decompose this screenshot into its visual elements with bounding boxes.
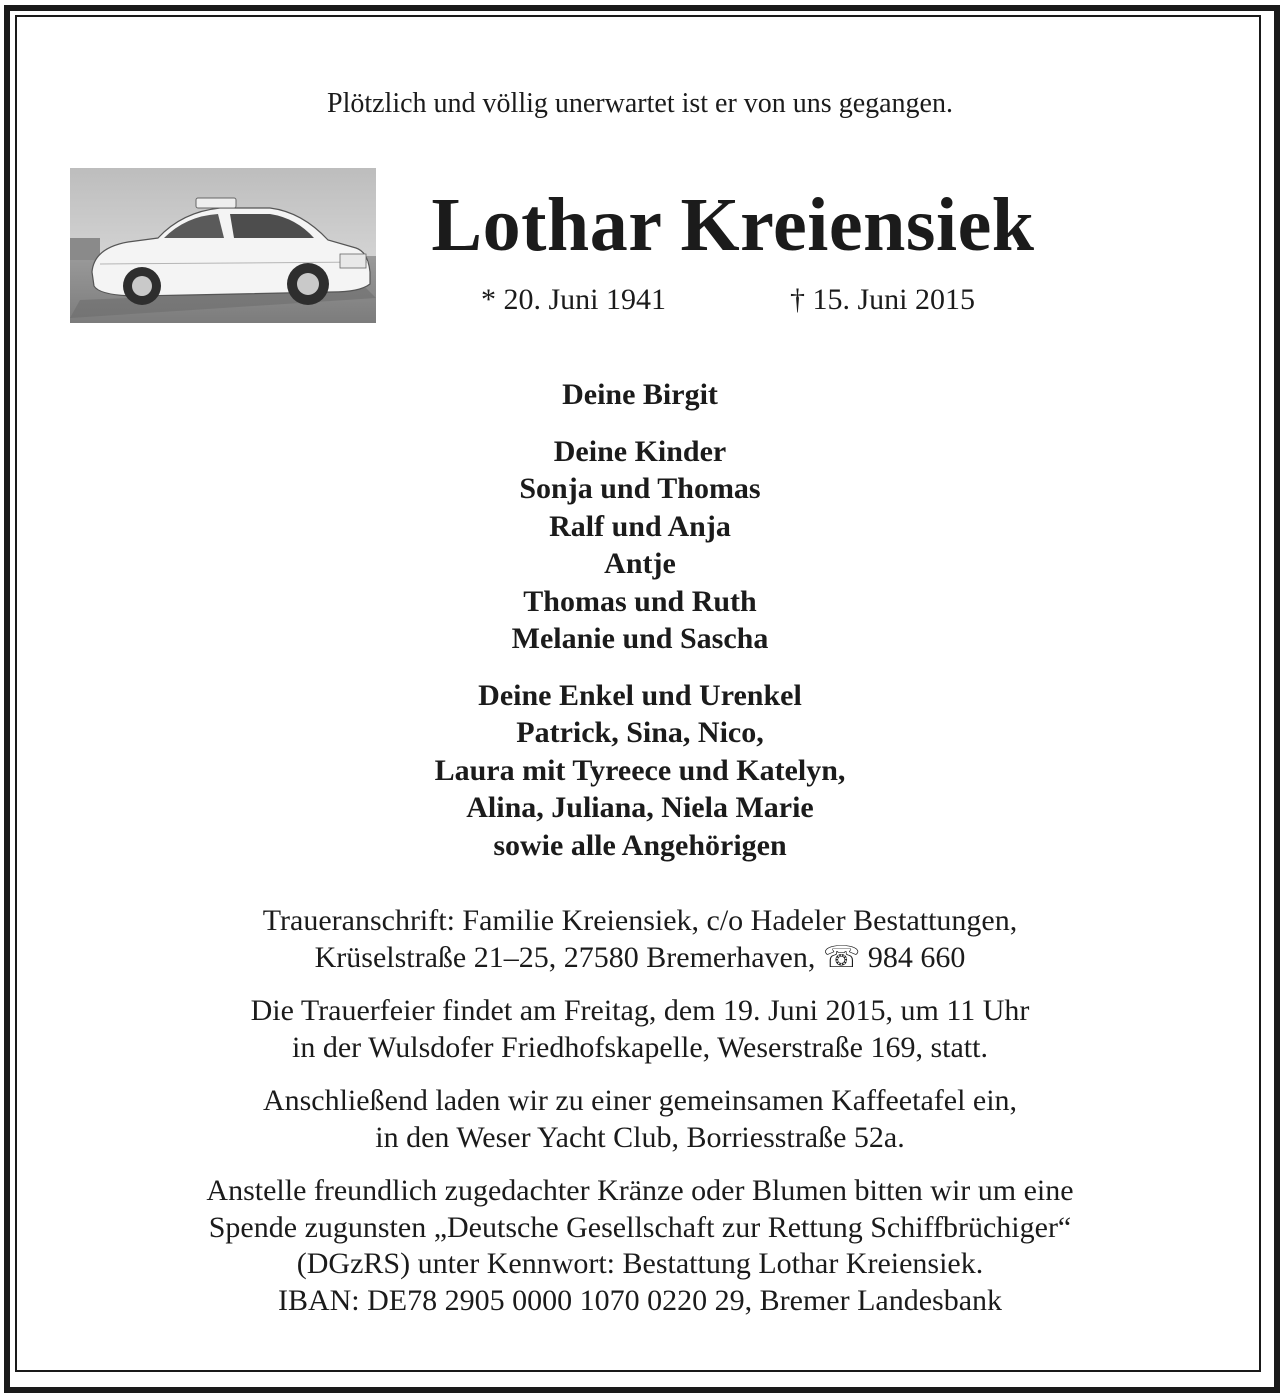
donation-line: Spende zugunsten „Deutsche Gesellschaft zur Rettung Schiffbrüchiger“	[208, 1210, 1072, 1244]
donation-info	[0, 1173, 1280, 1319]
grandchildren-line: Alina, Juliana, Niela Marie	[466, 791, 814, 824]
children-group	[0, 433, 1280, 658]
spouse-group	[0, 376, 1280, 414]
grandchildren-line: Patrick, Sina, Nico,	[516, 716, 764, 749]
children-line: Deine Kinder	[553, 434, 727, 468]
spouse-line: Deine Birgit	[562, 378, 718, 411]
grandchildren-line: Laura mit Tyreece und Katelyn,	[434, 753, 846, 787]
donation-line: IBAN: DE78 2905 0000 1070 0220 29, Bremer Landesbank	[277, 1283, 1003, 1317]
deceased-name: Lothar Kreiensiek	[431, 183, 1035, 267]
death-date: † 15. Juni 2015	[790, 283, 976, 316]
grandchildren-line: sowie alle Angehörigen	[493, 828, 787, 862]
intro-text: Plötzlich und völlig unerwartet ist er von uns gegangen.	[327, 88, 953, 119]
mourners-list	[0, 376, 1280, 883]
address-line: Krüselstraße 21–25, 27580 Bremerhaven, ☏ 984 660	[314, 940, 966, 974]
taxi-photo	[70, 168, 376, 323]
reception-line: in den Weser Yacht Club, Borriesstraße 52a.	[375, 1120, 905, 1154]
grandchildren-group	[0, 677, 1280, 865]
service-line: Die Trauerfeier findet am Freitag, dem 19. Juni 2015, um 11 Uhr	[250, 994, 1030, 1027]
grandchildren-line: Deine Enkel und Urenkel	[478, 678, 802, 712]
address-line: Traueranschrift: Familie Kreiensiek, c/o Hadeler Bestattungen,	[262, 904, 1018, 937]
reception-line: Anschließend laden wir zu einer gemeinsamen Kaffeetafel ein,	[262, 1084, 1018, 1117]
children-line: Ralf und Anja	[549, 509, 731, 543]
children-line: Melanie und Sascha	[511, 622, 769, 655]
donation-line: (DGzRS) unter Kennwort: Bestattung Lothar Kreiensiek.	[296, 1247, 984, 1280]
reception-info	[0, 1083, 1280, 1156]
service-line: in der Wulsdofer Friedhofskapelle, Weserstraße 169, statt.	[292, 1030, 988, 1064]
donation-line: Anstelle freundlich zugedachter Kränze oder Blumen bitten wir um eine	[206, 1174, 1074, 1207]
funeral-service	[0, 993, 1280, 1066]
children-line: Antje	[604, 547, 676, 580]
birth-date: * 20. Juni 1941	[481, 283, 667, 316]
children-line: Sonja und Thomas	[519, 472, 761, 505]
mourning-address	[0, 903, 1280, 976]
children-line: Thomas und Ruth	[523, 584, 757, 618]
notice-details	[0, 903, 1280, 1336]
